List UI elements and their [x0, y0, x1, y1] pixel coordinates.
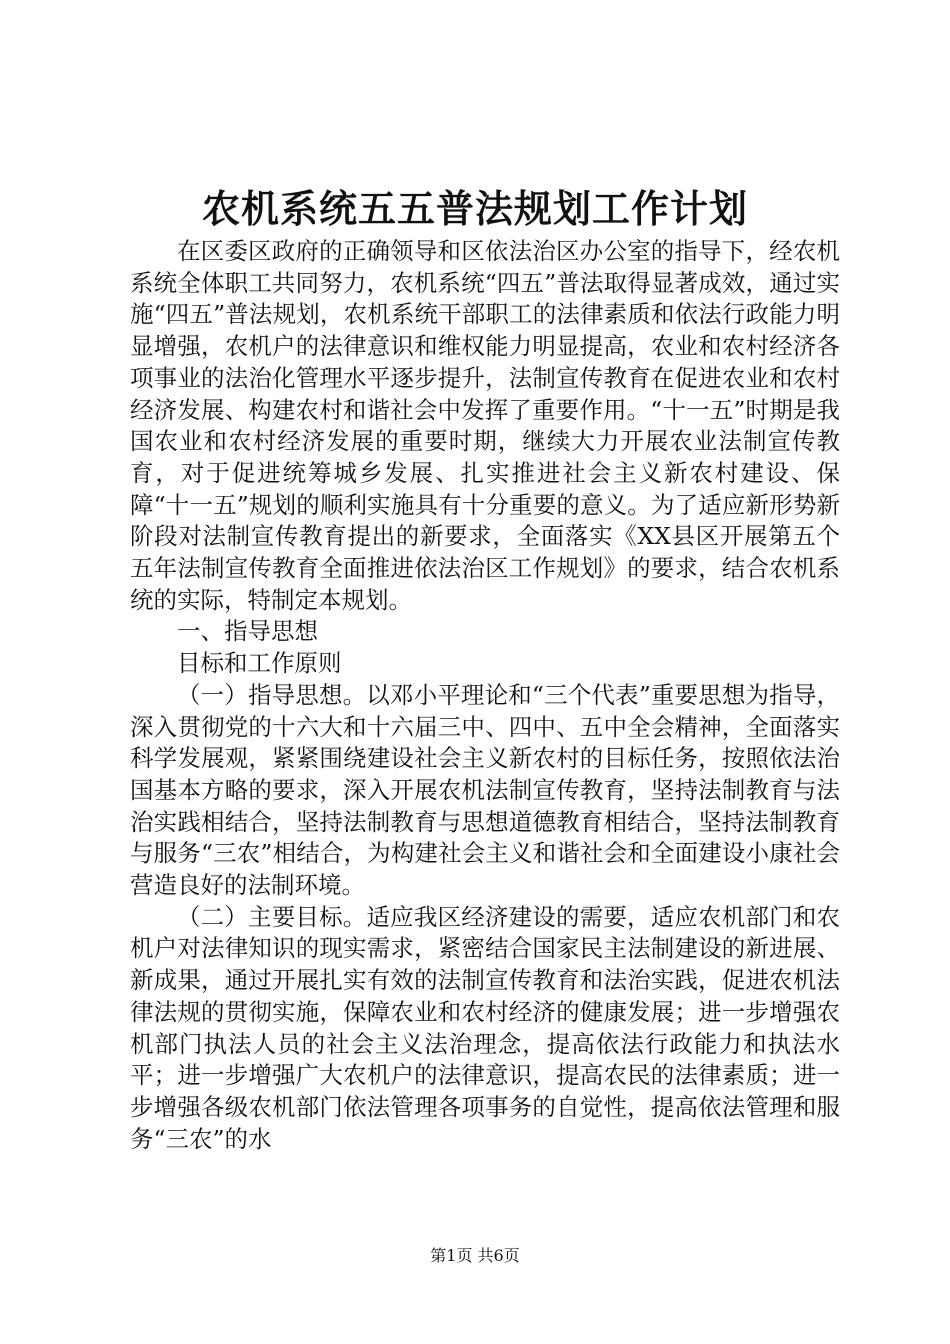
section-heading-guiding-thought: 一、指导思想	[177, 617, 318, 646]
document-body	[130, 236, 840, 1155]
paragraph-main-goals: （二）主要目标。适应我区经济建设的需要，适应农机部门和农机户对法律知识的现实需求，紧密结合国家民主法制建设的新进展、新成果，通过开展扎实有效的法制宣传教育和法治实践，促进农机法律法规的贯彻实施，保障农业和农村经济的健康发展；进一步增强农机部门执法人员的社会主义法治理念，提高依法行政能力和执法水平；进一步增强广大农机户的法律意识，提高农民的法律素质；进一步增强各级农机部门依法管理各项事务的自觉性，提高依法管理和服务“三农”的水	[130, 902, 840, 1153]
page-number-footer: 第1页 共6页	[430, 1246, 520, 1265]
intro-paragraph: 在区委区政府的正确领导和区依法治区办公室的指导下，经农机系统全体职工共同努力，农机系统“四五”普法取得显著成效，通过实施“四五”普法规划，农机系统干部职工的法律素质和依法行政能力明显增强，农机户的法律意识和维权能力明显提高，农业和农村经济各项事业的法治化管理水平逐步提升，法制宣传教育在促进农业和农村经济发展、构建农村和谐社会中发挥了重要作用。“十一五”时期是我国农业和农村经济发展的重要时期，继续大力开展农业法制宣传教育，对于促进统筹城乡发展、扎实推进社会主义新农村建设、保障“十一五”规划的顺利实施具有十分重要的意义。为了适应新形势新阶段对法制宣传教育提出的新要求，全面落实《XX县区开展第五个五年法制宣传教育全面推进依法治区工作规划》的要求，结合农机系统的实际，特制定本规划。	[130, 237, 840, 614]
paragraph-guiding-thought: （一）指导思想。以邓小平理论和“三个代表”重要思想为指导，深入贯彻党的十六大和十六届三中、四中、五中全会精神，全面落实科学发展观，紧紧围绕建设社会主义新农村的目标任务，按照依法治国基本方略的要求，深入开展农机法制宣传教育，坚持法制教育与法治实践相结合，坚持法制教育与思想道德教育相结合，坚持法制教育与服务“三农”相结合，为构建社会主义和谐社会和全面建设小康社会营造良好的法制环境。	[130, 680, 840, 900]
section-subheading-goals: 目标和工作原则	[177, 649, 342, 678]
document-title: 农机系统五五普法规划工作计划	[201, 186, 748, 231]
